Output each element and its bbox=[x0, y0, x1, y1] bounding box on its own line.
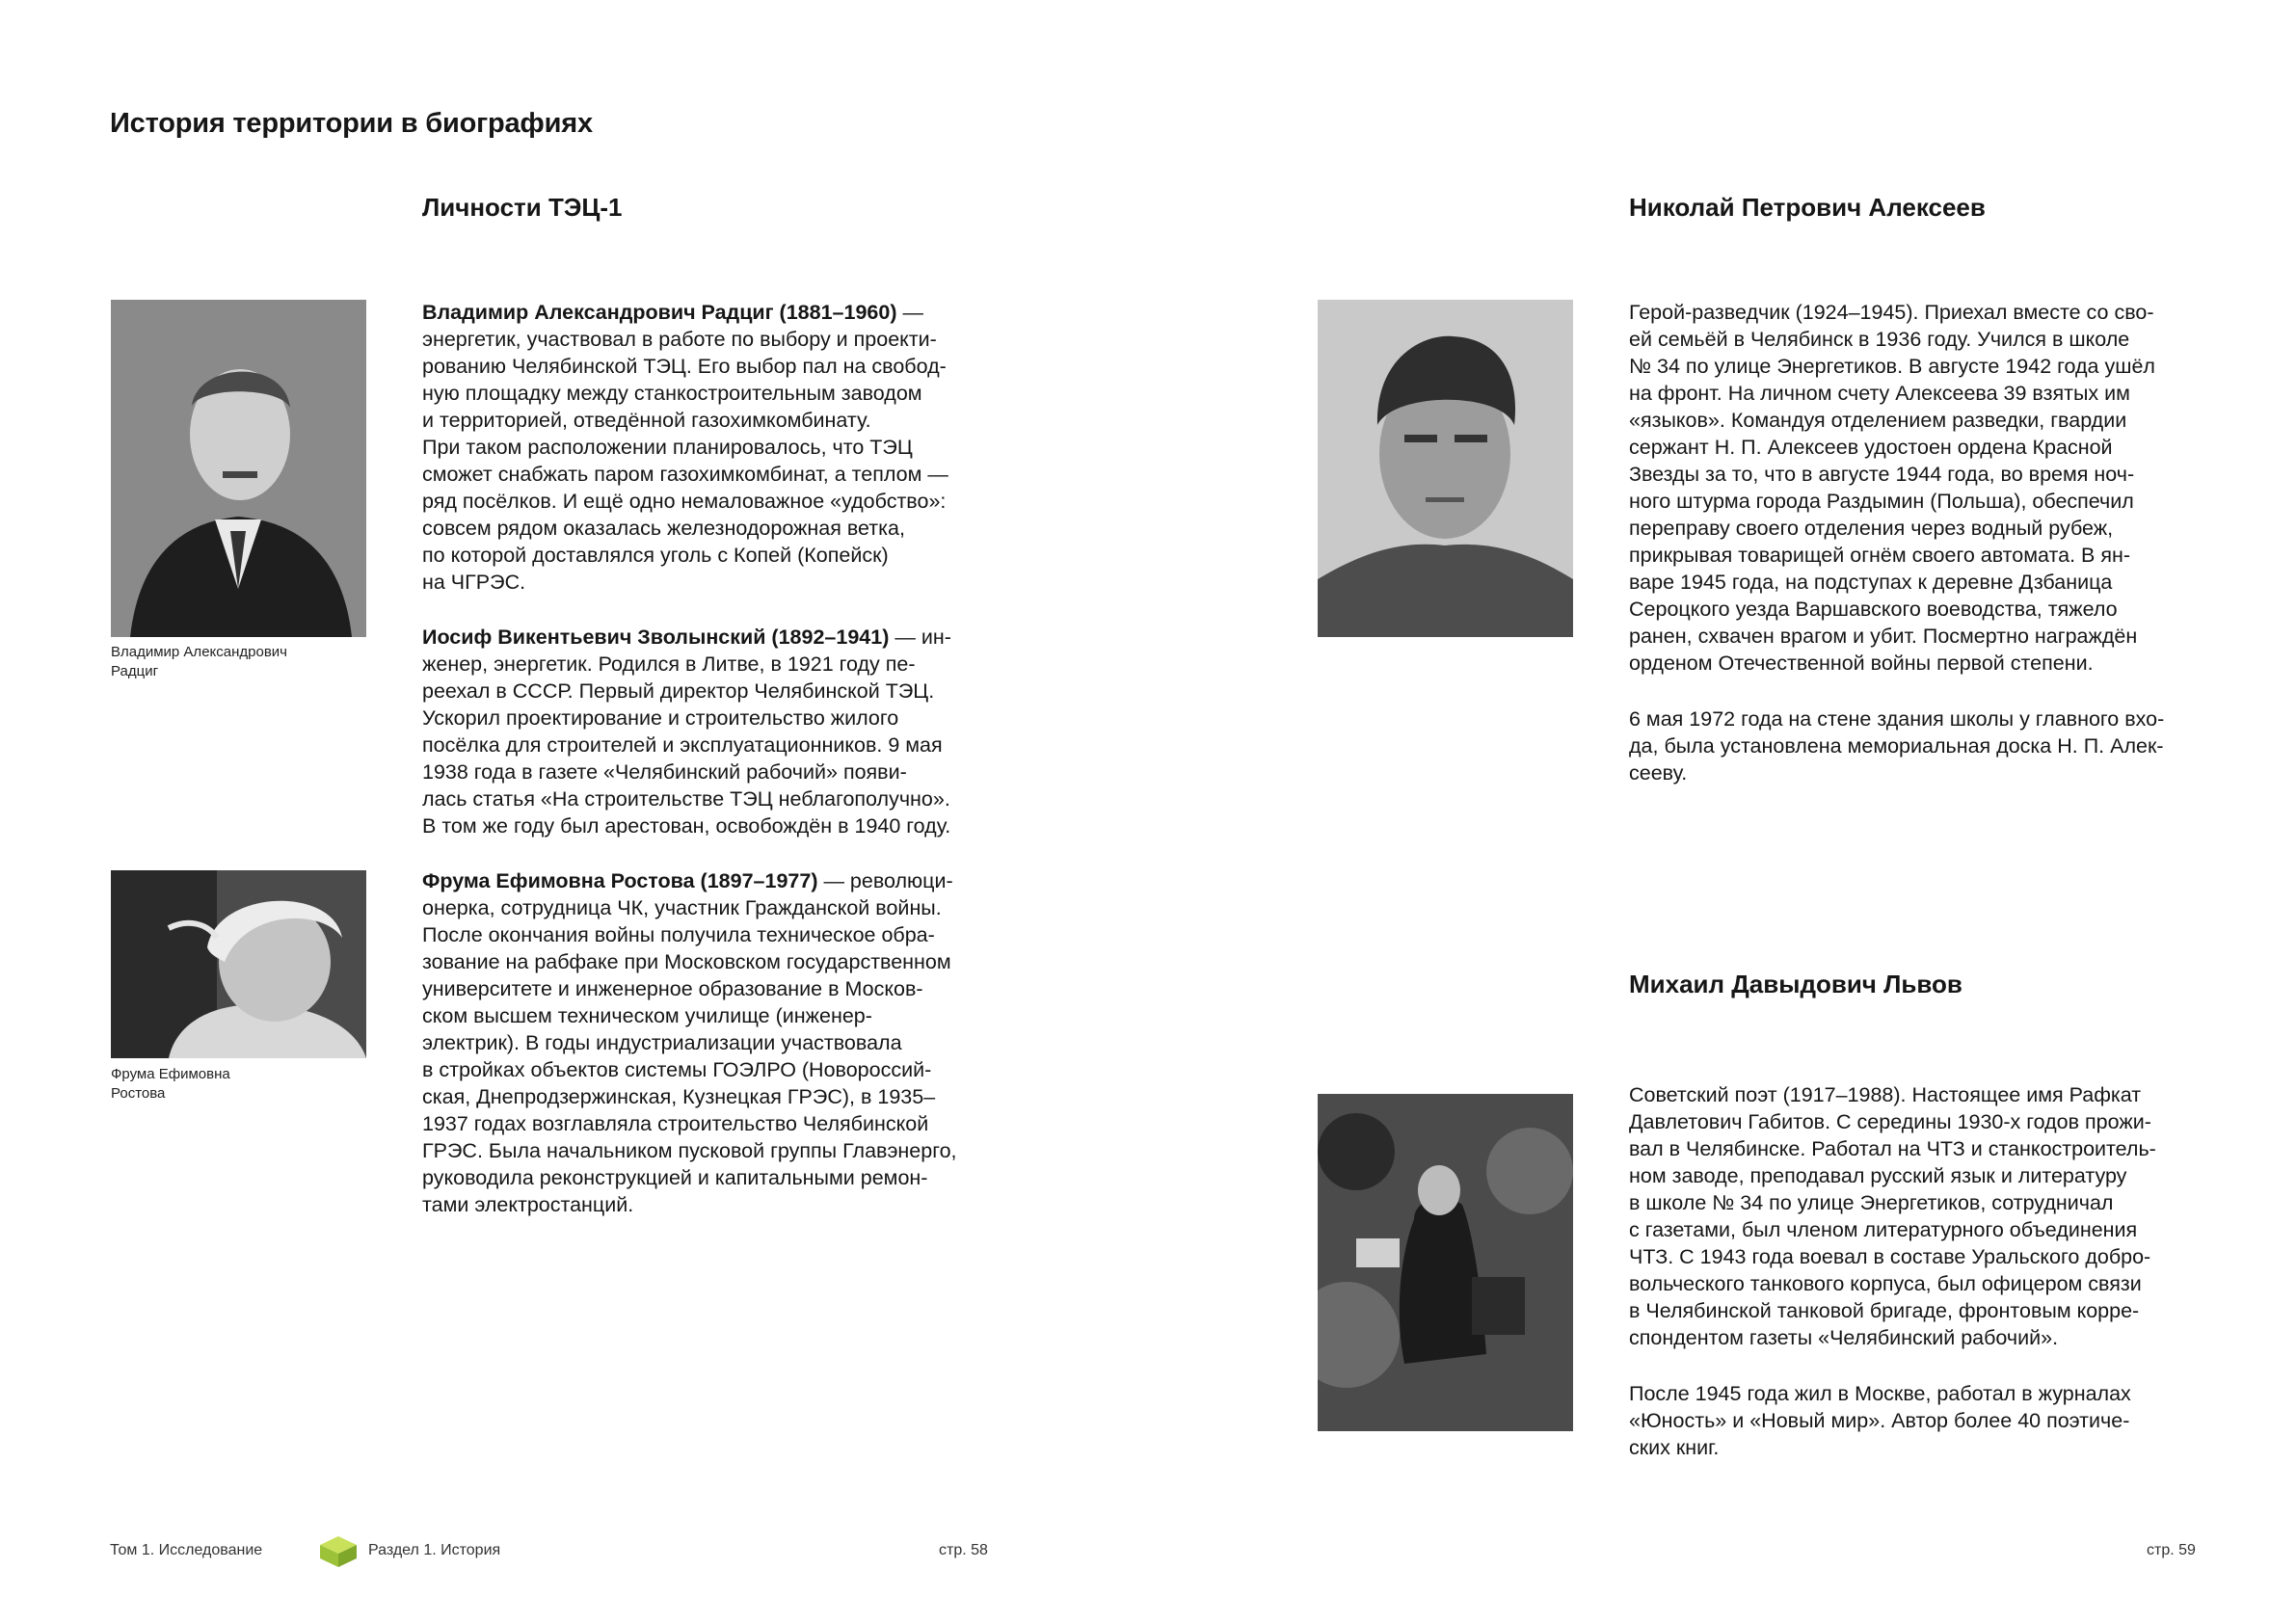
text-line: тами электростанций. bbox=[422, 1193, 634, 1216]
section-title: Личности ТЭЦ-1 bbox=[422, 193, 623, 222]
text-line: посёлка для строителей и эксплуатационников. 9 мая bbox=[422, 733, 943, 757]
text-line: прикрывая товарищей огнём своего автомата. В ян- bbox=[1629, 544, 2130, 567]
text-line: 6 мая 1972 года на стене здания школы у главного вхо- bbox=[1629, 707, 2165, 731]
text-line: Ускорил проектирование и строительство жилого bbox=[422, 706, 899, 730]
text-line: «языков». Командуя отделением разведки, гвардии bbox=[1629, 409, 2127, 432]
text-line: ном заводе, преподавал русский язык и литературу bbox=[1629, 1164, 2127, 1187]
text-line: — bbox=[896, 301, 923, 324]
text-line: ских книг. bbox=[1629, 1436, 1720, 1459]
text-line: в школе № 34 по улице Энергетиков, сотрудничал bbox=[1629, 1191, 2114, 1214]
portrait-rostova bbox=[111, 870, 366, 1058]
text-line: вал в Челябинске. Работал на ЧТЗ и станкостроитель- bbox=[1629, 1137, 2156, 1160]
portrait-radtsig bbox=[111, 300, 366, 637]
bio-alekseev-p1 bbox=[1629, 299, 2155, 677]
page-number-left: стр. 58 bbox=[939, 1542, 988, 1558]
bio-lvov-p2 bbox=[1629, 1380, 2131, 1461]
text-line: вольческого танкового корпуса, был офицером связи bbox=[1629, 1272, 2142, 1295]
portrait-alekseev bbox=[1318, 300, 1573, 637]
text-line: да, была установлена мемориальная доска Н. П. Алек- bbox=[1629, 734, 2164, 758]
text-line: 1938 года в газете «Челябинский рабочий» появи- bbox=[422, 760, 907, 784]
text-line: онерка, сотрудница ЧК, участник Гражданской войны. bbox=[422, 896, 942, 919]
text-line: в Челябинской танковой бригаде, фронтовым корре- bbox=[1629, 1299, 2140, 1322]
caption-rostova bbox=[111, 1065, 230, 1104]
bio-zvolynsky bbox=[422, 624, 951, 839]
text-line: орденом Отечественной войны первой степени. bbox=[1629, 652, 2094, 675]
text-line: ного штурма города Раздымин (Польша), обеспечил bbox=[1629, 490, 2134, 513]
text-line: совсем рядом оказалась железнодорожная ветка, bbox=[422, 517, 905, 540]
text-line: В том же году был арестован, освобождён в 1940 году. bbox=[422, 814, 951, 838]
text-line: сееву. bbox=[1629, 761, 1688, 785]
text-line: 1937 годах возглавляла строительство Челябинской bbox=[422, 1112, 929, 1135]
text-line: ную площадку между станкостроительным заводом bbox=[422, 382, 922, 405]
section-logo-icon bbox=[318, 1534, 359, 1569]
text-line: реехал в СССР. Первый директор Челябинской ТЭЦ. bbox=[422, 679, 935, 703]
text-line: ском высшем техническом училище (инженер- bbox=[422, 1004, 872, 1027]
text-line: переправу своего отделения через водный рубеж, bbox=[1629, 517, 2114, 540]
bio-lvov-p1 bbox=[1629, 1081, 2156, 1351]
name-zvolynsky: Иосиф Викентьевич Зволынский (1892–1941) bbox=[422, 625, 890, 649]
text-line: по которой доставлялся уголь с Копей (Копейск) bbox=[422, 544, 889, 567]
caption-line: Ростова bbox=[111, 1085, 166, 1102]
text-line: После 1945 года жил в Москве, работал в журналах bbox=[1629, 1382, 2131, 1405]
text-line: ей семьёй в Челябинск в 1936 году. Учился в школе bbox=[1629, 328, 2130, 351]
text-line: ская, Днепродзержинская, Кузнецкая ГРЭС), в 1935– bbox=[422, 1085, 936, 1108]
text-line: в стройках объектов системы ГОЭЛРО (Новороссий- bbox=[422, 1058, 932, 1081]
caption-line: Фрума Ефимовна bbox=[111, 1066, 230, 1082]
text-line: ранен, схвачен врагом и убит. Посмертно награждён bbox=[1629, 625, 2138, 648]
text-line: При таком расположении планировалось, что ТЭЦ bbox=[422, 436, 913, 459]
text-line: сержант Н. П. Алексеев удостоен ордена Красной bbox=[1629, 436, 2113, 459]
section-title-alekseev: Николай Петрович Алексеев bbox=[1629, 193, 1986, 222]
bio-radtsig bbox=[422, 299, 948, 596]
text-line: на ЧГРЭС. bbox=[422, 571, 526, 594]
text-line: варе 1945 года, на подступах к деревне Дзбаница bbox=[1629, 571, 2113, 594]
caption-radtsig bbox=[111, 643, 287, 681]
text-line: — ин- bbox=[889, 625, 951, 649]
footer-section: Раздел 1. История bbox=[368, 1542, 501, 1558]
text-line: Сероцкого уезда Варшавского воеводства, тяжело bbox=[1629, 598, 2118, 621]
page-title: История территории в биографиях bbox=[110, 108, 593, 139]
text-line: Давлетович Габитов. С середины 1930-х годов прожи- bbox=[1629, 1110, 2151, 1133]
name-rostova: Фрума Ефимовна Ростова (1897–1977) bbox=[422, 869, 818, 892]
photo-lvov bbox=[1318, 1094, 1573, 1431]
text-line: зование на рабфаке при Московском государственном bbox=[422, 950, 951, 973]
text-line: с газетами, был членом литературного объединения bbox=[1629, 1218, 2138, 1241]
text-line: Герой-разведчик (1924–1945). Приехал вместе со сво- bbox=[1629, 301, 2154, 324]
text-line: на фронт. На личном счету Алексеева 39 взятых им bbox=[1629, 382, 2130, 405]
bio-rostova bbox=[422, 867, 957, 1218]
text-line: ряд посёлков. И ещё одно немаловажное «удобство»: bbox=[422, 490, 947, 513]
text-line: Звезды за то, что в августе 1944 года, во время ноч- bbox=[1629, 463, 2135, 486]
text-line: женер, энергетик. Родился в Литве, в 1921 году пе- bbox=[422, 652, 916, 676]
text-line: электрик). В годы индустриализации участвовала bbox=[422, 1031, 902, 1054]
text-line: энергетик, участвовал в работе по выбору и проекти- bbox=[422, 328, 937, 351]
text-line: рованию Челябинской ТЭЦ. Его выбор пал на свобод- bbox=[422, 355, 947, 378]
text-line: «Юность» и «Новый мир». Автор более 40 поэтиче- bbox=[1629, 1409, 2130, 1432]
text-line: университете и инженерное образование в Москов- bbox=[422, 977, 923, 1000]
text-line: лась статья «На строительстве ТЭЦ неблагополучно». bbox=[422, 787, 950, 811]
caption-line: Радциг bbox=[111, 663, 159, 679]
text-line: сможет снабжать паром газохимкомбинат, а теплом — bbox=[422, 463, 948, 486]
text-line: — революци- bbox=[817, 869, 953, 892]
name-radtsig: Владимир Александрович Радциг (1881–1960) bbox=[422, 301, 897, 324]
footer-volume: Том 1. Исследование bbox=[110, 1542, 263, 1558]
text-line: После окончания войны получила техническое обра- bbox=[422, 923, 935, 946]
text-line: ГРЭС. Была начальником пусковой группы Главэнерго, bbox=[422, 1139, 957, 1162]
text-line: спондентом газеты «Челябинский рабочий». bbox=[1629, 1326, 2059, 1349]
text-line: № 34 по улице Энергетиков. В августе 1942 года ушёл bbox=[1629, 355, 2155, 378]
caption-line: Владимир Александрович bbox=[111, 644, 287, 660]
text-line: ЧТЗ. С 1943 года воевал в составе Уральского добро- bbox=[1629, 1245, 2151, 1268]
section-title-lvov: Михаил Давыдович Львов bbox=[1629, 970, 1962, 998]
bio-alekseev-p2 bbox=[1629, 705, 2164, 786]
text-line: Советский поэт (1917–1988). Настоящее имя Рафкат bbox=[1629, 1083, 2142, 1106]
text-line: и территорией, отведённой газохимкомбинату. bbox=[422, 409, 871, 432]
page-number-right: стр. 59 bbox=[2147, 1542, 2196, 1558]
text-line: руководила реконструкцией и капитальными ремон- bbox=[422, 1166, 928, 1189]
